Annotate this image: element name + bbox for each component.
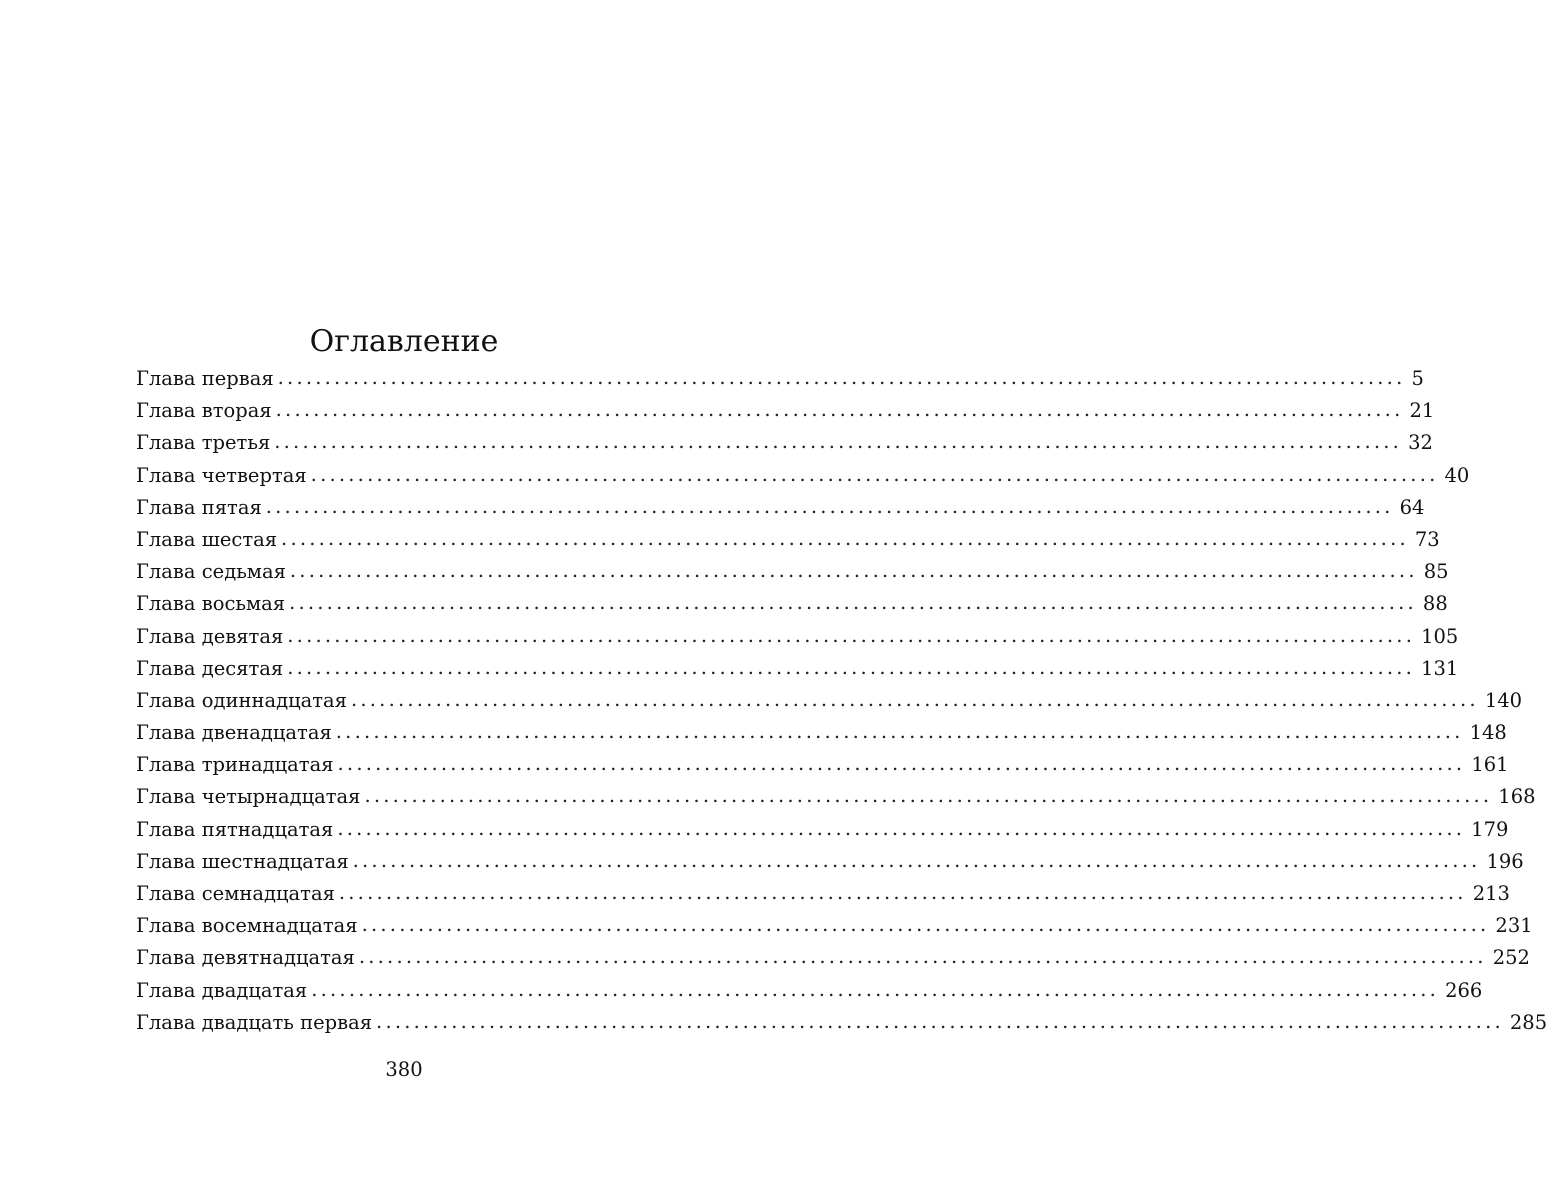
toc-entry-label: Глава пятнадцатая [136,817,334,841]
toc-entry-page: 64 [1399,495,1425,519]
toc-entry-page: 161 [1471,753,1509,777]
page-number: 380 [385,1058,423,1081]
toc-entry-label: Глава девятнадцатая [136,946,355,970]
dot-leader: ........................................................................................................................ [289,591,1417,615]
toc-entry [136,395,1435,427]
page-title: Оглавление [309,324,499,360]
toc-entry-label: Глава двадцатая [136,978,308,1002]
dot-leader: ........................................................................................................................ [311,977,1440,1001]
toc-entry-label: Глава четвертая [136,463,307,487]
toc-entry [136,878,1510,910]
dot-leader: ........................................................................................................................ [265,494,1394,518]
toc-entry [136,588,1448,620]
toc-entry-page: 40 [1444,463,1470,487]
toc-entry [136,814,1509,846]
dot-leader: ........................................................................................................................ [287,655,1416,679]
toc-entry-page: 5 [1411,367,1424,390]
toc-entry [136,460,1470,492]
toc-entry-label: Глава семнадцатая [136,882,335,905]
dot-leader: ........................................................................................................................ [364,784,1493,808]
toc-entry-label: Глава девятая [136,624,284,648]
toc-entry-label: Глава десятая [136,656,284,680]
toc-entry-page: 32 [1408,431,1433,455]
toc-entry-label: Глава шестая [136,527,278,551]
toc-entry-page: 213 [1472,882,1510,905]
toc-entry-page: 148 [1469,721,1507,745]
toc-entry [136,427,1433,459]
toc-entry [136,363,1424,395]
toc-entry-page: 168 [1498,785,1536,809]
dot-leader: ........................................................................................................................ [350,687,1479,711]
toc-entry-page: 231 [1495,914,1533,938]
toc-entry-label: Глава шестнадцатая [136,849,349,873]
toc-entry-page: 179 [1471,817,1509,841]
toc-entry [136,621,1459,653]
table-of-contents [136,363,1547,1039]
toc-entry-page: 131 [1421,656,1459,680]
dot-leader: ........................................................................................................................ [337,752,1466,776]
dot-leader: ........................................................................................................................ [281,526,1409,550]
toc-entry [136,749,1509,781]
toc-entry [136,846,1524,878]
toc-entry-label: Глава третья [136,431,271,455]
toc-entry-page: 266 [1445,978,1483,1002]
toc-entry-label: Глава четырнадцатая [136,785,361,809]
toc-entry [136,781,1536,813]
dot-leader: ........................................................................................................................ [310,462,1439,486]
toc-entry [136,910,1533,942]
toc-entry-page: 105 [1421,624,1459,648]
toc-entry [136,1007,1547,1039]
dot-leader: ........................................................................................................................ [337,816,1466,840]
dot-leader: ........................................................................................................................ [289,559,1418,583]
dot-leader: ........................................................................................................................ [352,848,1481,872]
dot-leader: ........................................................................................................................ [376,1009,1504,1033]
toc-entry [136,717,1507,749]
toc-entry-label: Глава вторая [136,399,272,423]
toc-entry [136,524,1440,556]
toc-entry-page: 196 [1486,849,1524,873]
toc-entry-page: 285 [1509,1010,1547,1034]
toc-entry-page: 73 [1414,527,1440,551]
toc-entry-label: Глава одиннадцатая [136,688,347,712]
toc-entry-label: Глава двадцать первая [136,1010,373,1034]
toc-entry [136,492,1425,524]
dot-leader: ........................................................................................................................ [287,623,1416,647]
dot-leader: ........................................................................................................................ [358,945,1487,969]
toc-entry-page: 88 [1422,592,1448,616]
toc-entry-page: 85 [1423,560,1449,584]
dot-leader: ........................................................................................................................ [277,366,1406,389]
dot-leader: ........................................................................................................................ [275,398,1404,422]
toc-entry-label: Глава первая [136,367,274,390]
dot-leader: ........................................................................................................................ [335,720,1464,744]
dot-leader: ........................................................................................................................ [274,430,1403,454]
toc-entry-page: 21 [1409,399,1435,423]
toc-entry [136,556,1449,588]
dot-leader: ........................................................................................................................ [361,913,1490,937]
toc-entry-label: Глава тринадцатая [136,753,334,777]
toc-entry-page: 140 [1484,688,1523,712]
toc-entry [136,685,1523,717]
toc-entry-label: Глава восьмая [136,592,286,616]
toc-entry-label: Глава седьмая [136,560,286,584]
toc-entry-label: Глава двенадцатая [136,721,332,745]
toc-entry-page: 252 [1492,946,1530,970]
toc-entry [136,653,1459,685]
toc-entry [136,975,1483,1007]
toc-entry-label: Глава восемнадцатая [136,914,358,938]
toc-entry [136,942,1530,974]
dot-leader: ........................................................................................................................ [338,881,1467,904]
toc-entry-label: Глава пятая [136,495,262,519]
